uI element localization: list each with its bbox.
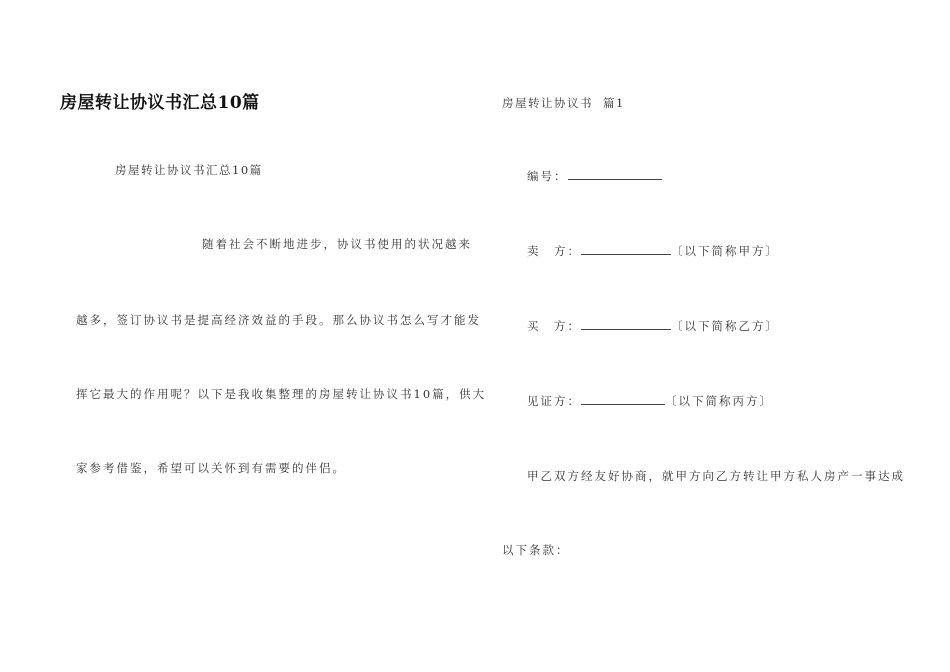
- intro-line-4: 家参考借鉴，希望可以关怀到有需要的伴侣。: [76, 461, 346, 475]
- buyer-field-row: [527, 318, 779, 334]
- agreement-heading: [502, 95, 625, 111]
- buyer-note: 〔以下简称乙方〕: [671, 319, 779, 333]
- section-subtitle: 房屋转让协议书汇总10篇: [115, 163, 263, 177]
- witness-note: 〔以下简称丙方〕: [665, 394, 773, 408]
- agreement-heading-title: 房屋转让协议书: [502, 96, 593, 110]
- seller-blank-line: [581, 243, 671, 255]
- intro-line-1: 随着社会不断地进步，协议书使用的状况越来: [202, 237, 472, 251]
- document-title: 房屋转让协议书汇总10篇: [60, 93, 260, 113]
- number-label: 编号：: [527, 169, 568, 183]
- witness-blank-line: [581, 393, 665, 405]
- intro-line-3: 挥它最大的作用呢？以下是我收集整理的房屋转让协议书10篇，供大: [76, 387, 487, 401]
- witness-label: 见证方：: [527, 394, 581, 408]
- buyer-blank-line: [581, 318, 671, 330]
- agreement-heading-number: 篇1: [603, 96, 625, 110]
- buyer-label: 买 方：: [527, 319, 581, 333]
- witness-field-row: [527, 393, 773, 409]
- number-field-row: [527, 168, 662, 184]
- seller-label: 卖 方：: [527, 244, 581, 258]
- seller-note: 〔以下简称甲方〕: [671, 244, 779, 258]
- intro-line-2: 越多，签订协议书是提高经济效益的手段。那么协议书怎么写才能发: [76, 313, 481, 327]
- number-blank-line: [568, 168, 662, 180]
- agreement-body-line-2: 以下条款：: [502, 543, 570, 557]
- seller-field-row: [527, 243, 779, 259]
- agreement-body-line-1: 甲乙双方经友好协商，就甲方向乙方转让甲方私人房产一事达成: [527, 469, 905, 483]
